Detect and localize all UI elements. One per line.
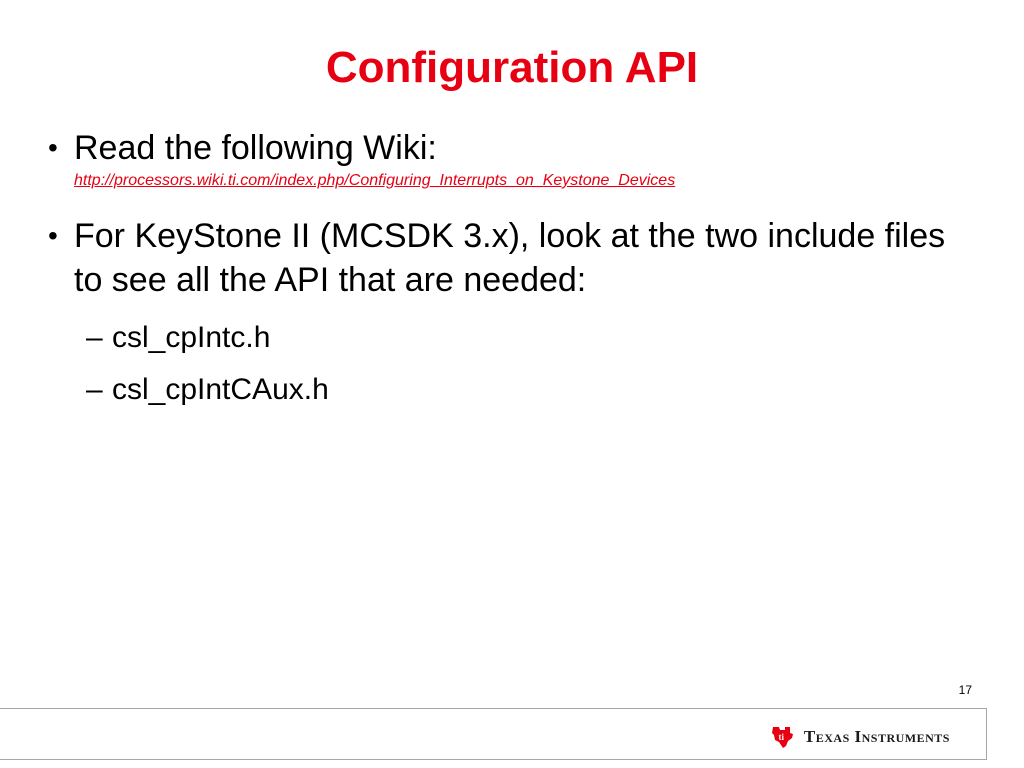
bullet-text: Read the following Wiki: xyxy=(74,129,437,167)
page-number: 17 xyxy=(958,683,972,697)
svg-text:ti: ti xyxy=(778,732,784,742)
ti-state-logo-icon xyxy=(770,724,796,750)
sub-bullet-glyph: – xyxy=(86,321,103,354)
footer-bar xyxy=(0,708,987,760)
ti-logo xyxy=(770,724,950,750)
sub-bullet-glyph: – xyxy=(86,373,103,406)
bullet-body xyxy=(74,126,968,192)
bullet-item-wiki xyxy=(48,126,968,192)
ti-wordmark: Texas Instruments xyxy=(803,727,950,746)
sub-item-text: csl_cpIntCAux.h xyxy=(112,373,329,406)
bullet-text: For KeyStone II (MCSDK 3.x), look at the two include files to see all the API that are needed: xyxy=(74,217,946,299)
sub-item-cpintc xyxy=(86,318,270,358)
slide-title: Configuration API xyxy=(325,43,699,92)
bullet-glyph: • xyxy=(48,220,58,251)
bullet-glyph: • xyxy=(48,132,58,163)
sub-item-text: csl_cpIntc.h xyxy=(112,321,271,354)
wiki-link[interactable]: http://processors.wiki.ti.com/index.php/Configuring_Interrupts_on_Keystone_Devices xyxy=(74,172,676,189)
sub-item-cpintcaux xyxy=(86,370,329,410)
bullet-item-keystone xyxy=(48,214,968,302)
